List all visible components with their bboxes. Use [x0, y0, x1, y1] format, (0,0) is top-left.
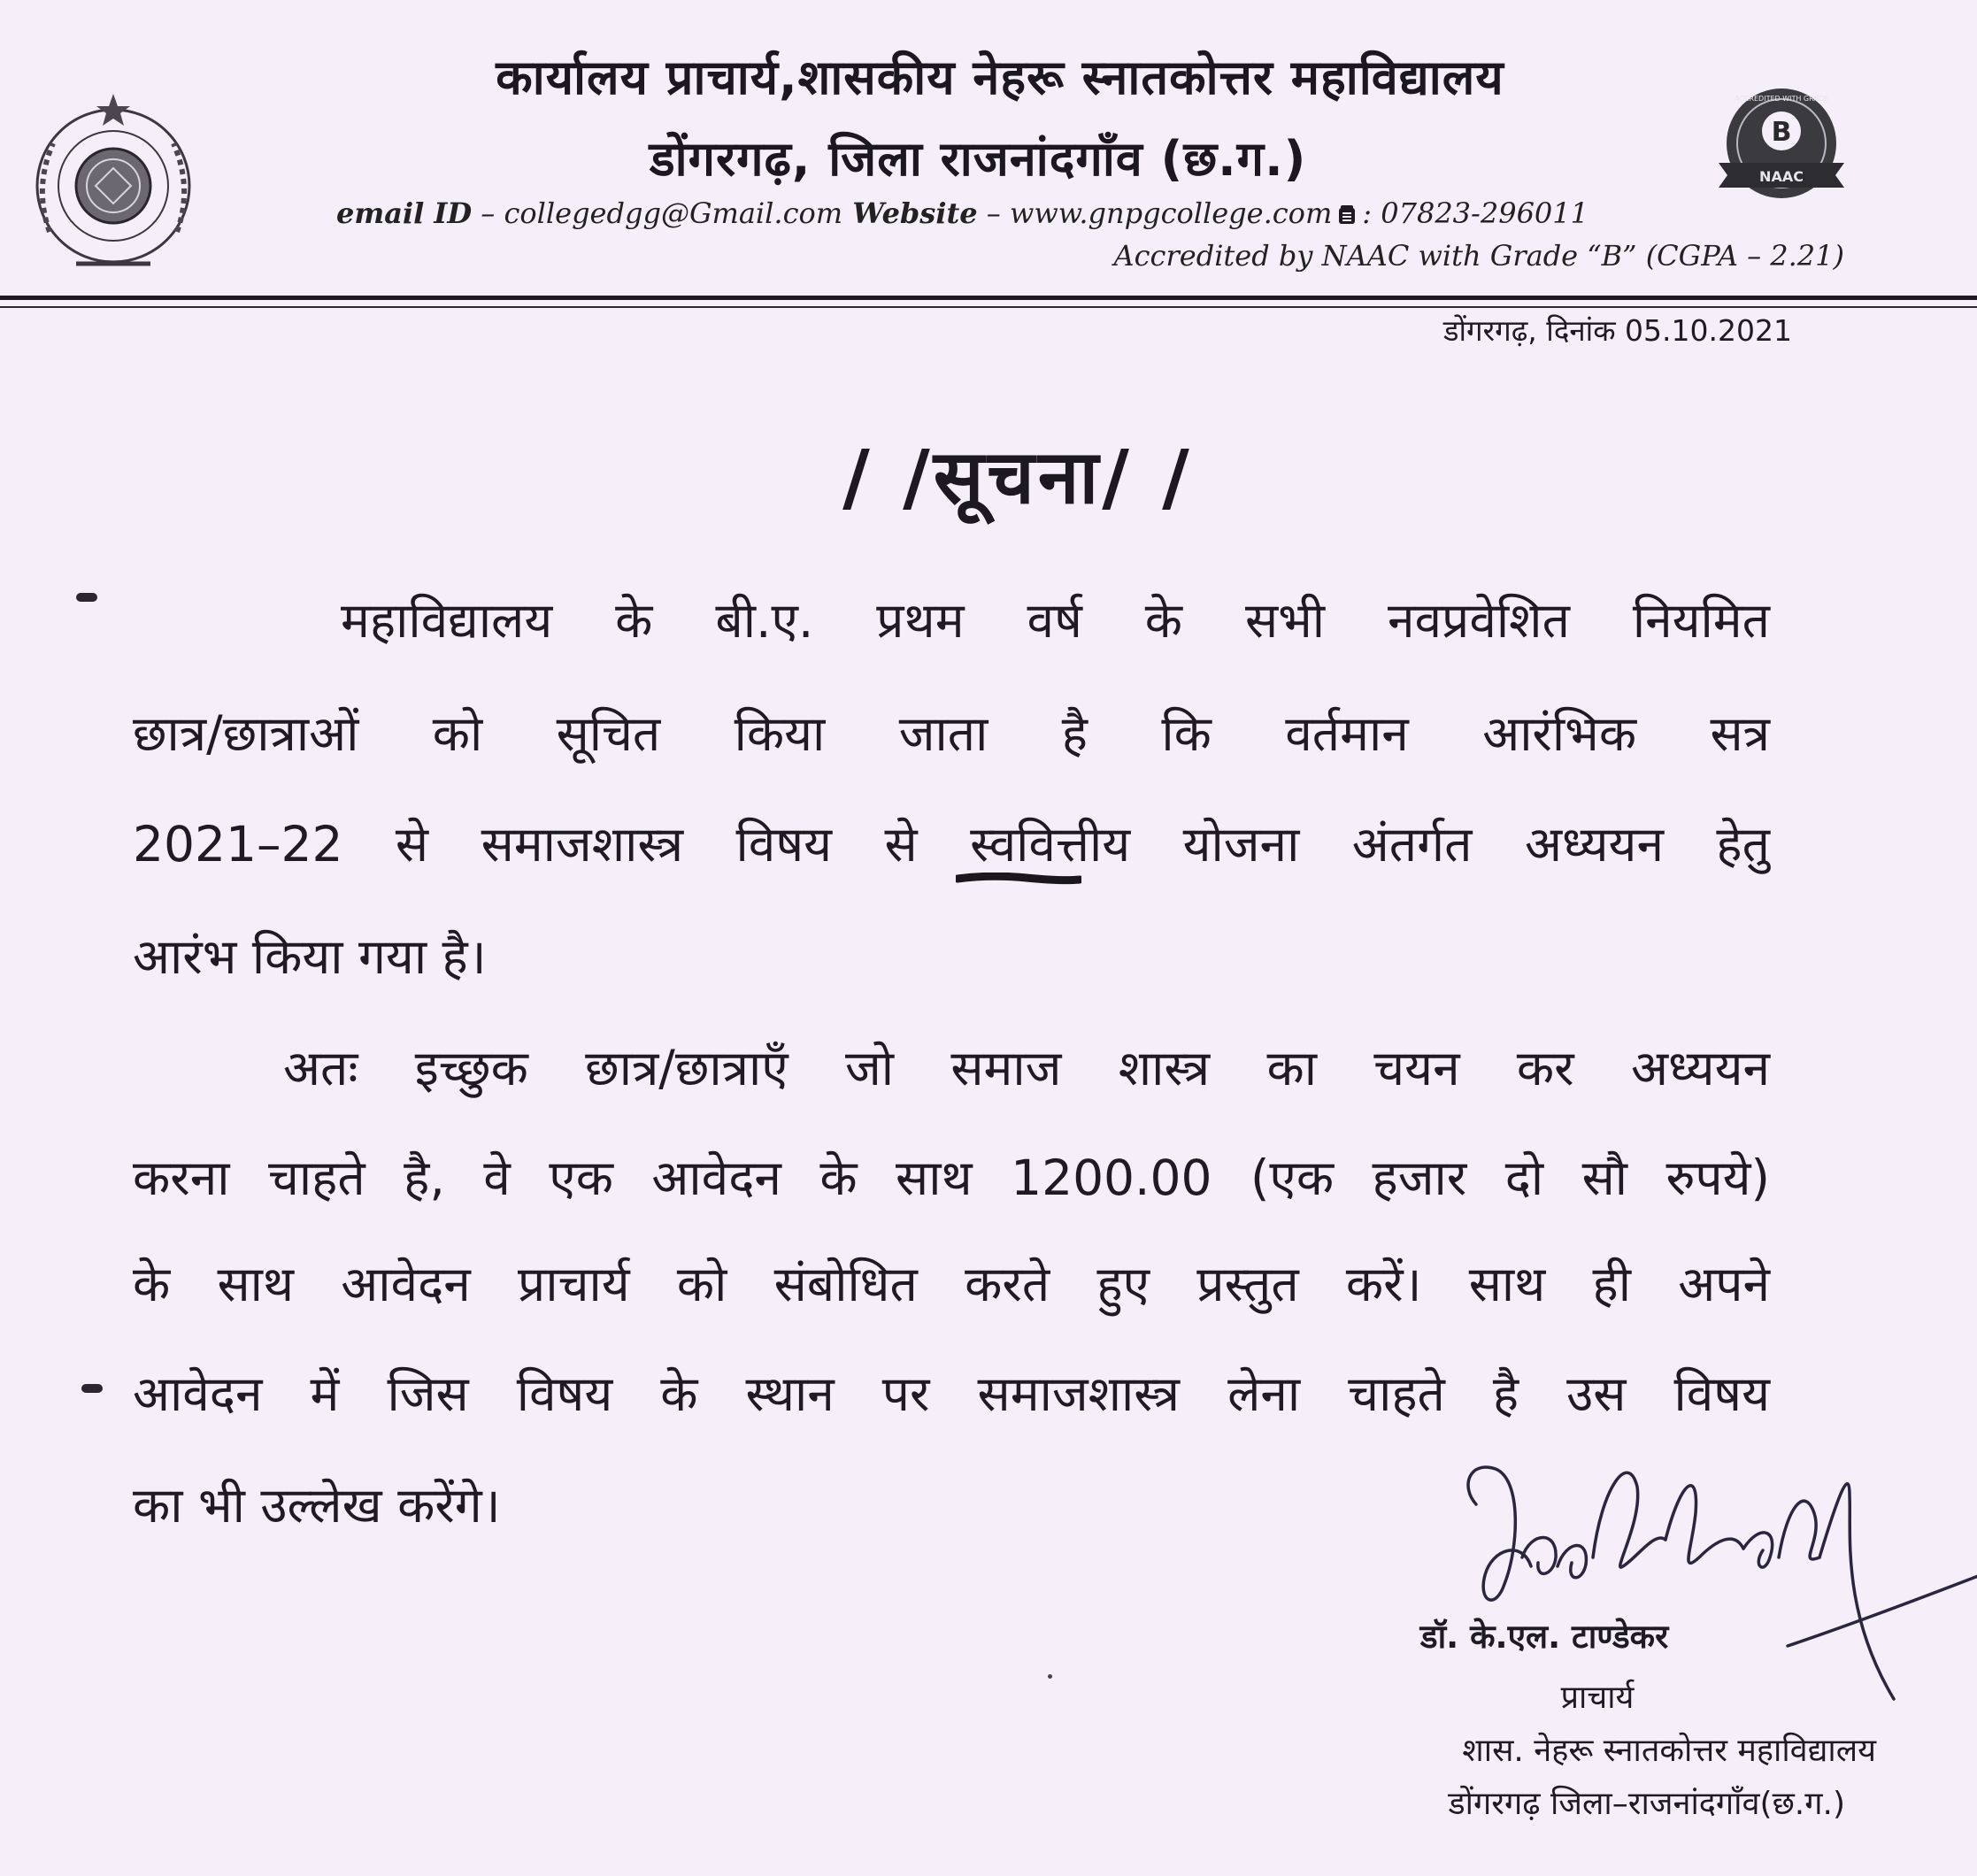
phone-icon	[1337, 204, 1357, 226]
institution-title: कार्यालय प्राचार्य,शासकीय नेहरू स्नातकोत्तर महाविद्यालय	[496, 50, 1504, 105]
signatory-institution: शास. नेहरू स्नातकोत्तर महाविद्यालय	[1462, 1733, 1876, 1769]
naac-grade-letter: B	[1771, 117, 1792, 148]
date-line: डोंगरगढ़, दिनांक 05.10.2021	[1442, 313, 1792, 348]
signatory-place: डोंगरगढ़ जिला–राजनांदगाँव(छ.ग.)	[1448, 1786, 1845, 1822]
phone-value: : 07823-296011	[1362, 196, 1589, 230]
pen-underline-mark	[956, 873, 1081, 885]
email-value: collegedgg@Gmail.com	[504, 196, 843, 230]
body-line: का भी उल्लेख करेंगे।	[133, 1477, 501, 1534]
margin-mark	[76, 593, 97, 602]
body-line: छात्र/छात्राओं को सूचित किया जाता है कि वर्तमान आरंभिक सत्र	[133, 705, 1770, 762]
email-label: email ID	[336, 196, 473, 230]
notice-heading: / /सूचना/ /	[842, 434, 1193, 520]
naac-badge-label: NAAC	[1759, 168, 1804, 185]
naac-grade-b-badge-icon	[1706, 74, 1857, 225]
body-line: आरंभ किया गया है।	[133, 928, 487, 985]
header-rule-thick	[0, 296, 1977, 300]
ink-dot	[1048, 1674, 1052, 1679]
college-seal-icon	[14, 81, 212, 280]
body-line: के साथ आवेदन प्राचार्य को संबोधित करते हुए प्रस्तुत करें। साथ ही अपने	[133, 1256, 1770, 1312]
email-separator: –	[472, 196, 504, 230]
website-label: Website	[842, 196, 978, 230]
margin-mark	[81, 1384, 103, 1393]
header-rule-thin	[0, 306, 1977, 308]
body-line: आवेदन में जिस विषय के स्थान पर समाजशास्त्र लेना चाहते है उस विषय	[133, 1365, 1770, 1422]
body-line: महाविद्यालय के बी.ए. प्रथम वर्ष के सभी नवप्रवेशित नियमित	[341, 592, 1770, 649]
website-value: www.gnpgcollege.com	[1009, 196, 1333, 230]
naac-badge-ring-text: ACCREDITED WITH GRADE	[1734, 95, 1829, 103]
body-line: 2021–22 से समाजशास्त्र विषय से स्ववित्तीय योजना अंतर्गत अध्ययन हेतु	[133, 816, 1770, 873]
contact-line	[336, 196, 1589, 230]
signatory-designation: प्राचार्य	[1560, 1680, 1635, 1716]
website-separator: –	[977, 196, 1010, 230]
body-line: अतः इच्छुक छात्र/छात्राएँ जो समाज शास्त्र का चयन कर अध्ययन	[283, 1040, 1770, 1096]
accreditation-line: Accredited by NAAC with Grade “B” (CGPA – 2.21)	[1113, 239, 1844, 273]
letterhead	[0, 0, 1977, 301]
body-line: करना चाहते है, वे एक आवेदन के साथ 1200.00 (एक हजार दो सौ रुपये)	[133, 1149, 1770, 1206]
signatory-name: डॉ. के.एल. टाण्डेकर	[1419, 1618, 1669, 1656]
institution-location: डोंगरगढ़, जिला राजनांदगाँव (छ.ग.)	[649, 131, 1307, 187]
